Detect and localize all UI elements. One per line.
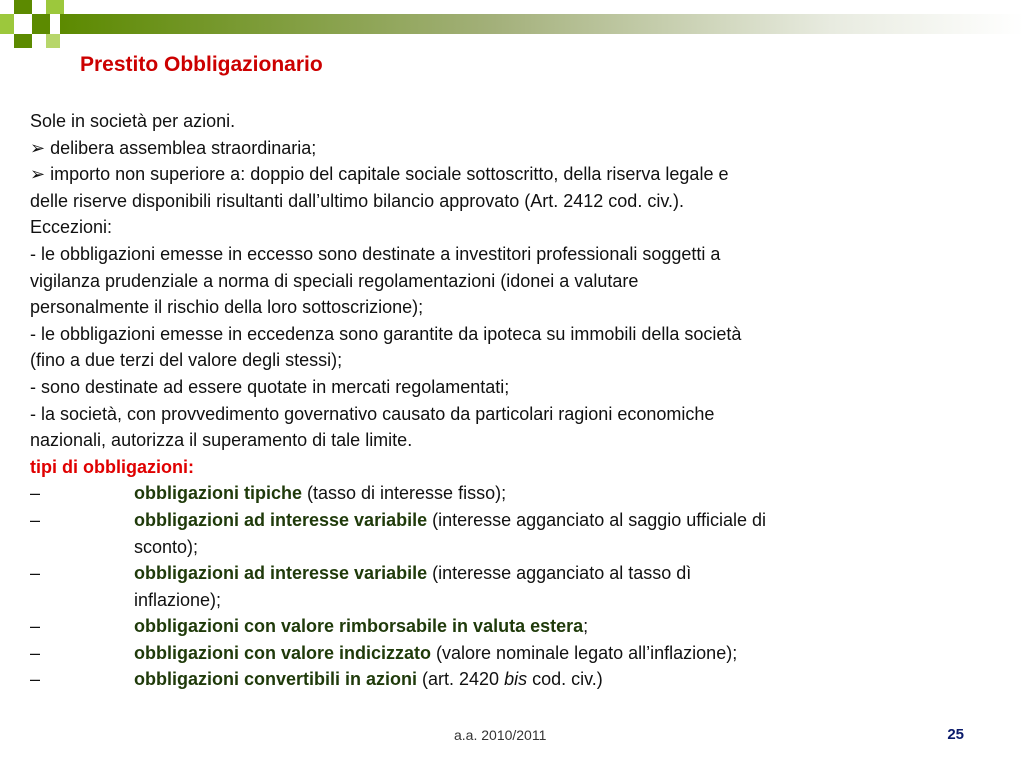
- dash-bullet: –: [30, 642, 41, 663]
- body-line: nazionali, autorizza il superamento di tale limite.: [30, 430, 413, 451]
- body-line: - sono destinate ad essere quotate in mercati regolamentati;: [30, 376, 510, 397]
- body-line: delle riserve disponibili risultanti dall’ultimo bilancio approvato (Art. 2412 cod. civ.).: [30, 190, 684, 211]
- body-line: ➢ importo non superiore a: doppio del capitale sociale sottoscritto, della riserva legale e: [30, 164, 729, 185]
- decor-square: [46, 34, 60, 48]
- type-item: [30, 613, 960, 640]
- header-gradient-bar: [60, 14, 1024, 34]
- dash-bullet: –: [30, 669, 41, 690]
- type-desc: (interesse agganciato al saggio ufficiale di: [427, 509, 766, 530]
- decor-square: [14, 0, 32, 14]
- body-line: Eccezioni:: [30, 217, 113, 238]
- page-number: 25: [947, 726, 964, 743]
- decor-square: [32, 14, 50, 34]
- body-line: (fino a due terzi del valore degli stessi);: [30, 350, 343, 371]
- type-desc-end: cod. civ.): [527, 669, 603, 690]
- type-item: [30, 560, 960, 613]
- dash-bullet: –: [30, 563, 41, 584]
- type-desc-italic: bis: [504, 669, 528, 690]
- type-name: obbligazioni con valore indicizzato: [134, 642, 432, 663]
- type-item: [30, 666, 960, 693]
- type-name: obbligazioni ad interesse variabile: [134, 563, 428, 584]
- body-line: Sole in società per azioni.: [30, 111, 236, 131]
- type-desc-continued: sconto);: [134, 536, 199, 557]
- type-desc: (art. 2420: [417, 669, 505, 690]
- dash-bullet: –: [30, 483, 41, 504]
- type-item: [30, 507, 960, 560]
- slide-title: Prestito Obbligazionario: [80, 53, 323, 76]
- dash-bullet: –: [30, 616, 41, 637]
- type-item: [30, 640, 960, 667]
- body-line: - le obbligazioni emesse in eccedenza sono garantite da ipoteca su immobili della società: [30, 323, 742, 344]
- type-name: obbligazioni ad interesse variabile: [134, 509, 428, 530]
- type-item: [30, 480, 960, 507]
- body-line: personalmente il rischio della loro sottoscrizione);: [30, 297, 424, 318]
- types-heading: tipi di obbligazioni:: [30, 456, 194, 477]
- type-desc-continued: inflazione);: [134, 589, 222, 610]
- type-desc: (interesse agganciato al tasso dì: [427, 563, 692, 584]
- body-line: ➢ delibera assemblea straordinaria;: [30, 137, 317, 158]
- type-desc: (valore nominale legato all’inflazione);: [431, 642, 738, 663]
- body-line: - le obbligazioni emesse in eccesso sono destinate a investitori professionali soggetti a: [30, 243, 721, 264]
- type-name: obbligazioni tipiche: [134, 483, 302, 504]
- type-desc: ;: [583, 616, 589, 637]
- decor-square: [46, 0, 64, 14]
- footer-academic-year: a.a. 2010/2011: [454, 727, 547, 743]
- decor-square: [14, 34, 32, 48]
- type-name: obbligazioni con valore rimborsabile in valuta estera: [134, 616, 584, 637]
- body-line: vigilanza prudenziale a norma di speciali regolamentazioni (idonei a valutare: [30, 270, 639, 291]
- slide-body: [30, 108, 960, 693]
- type-desc: (tasso di interesse fisso);: [302, 483, 507, 504]
- dash-bullet: –: [30, 509, 41, 530]
- type-name: obbligazioni convertibili in azioni: [134, 669, 418, 690]
- decor-square: [0, 14, 14, 34]
- body-line: - la società, con provvedimento governativo causato da particolari ragioni economiche: [30, 403, 715, 424]
